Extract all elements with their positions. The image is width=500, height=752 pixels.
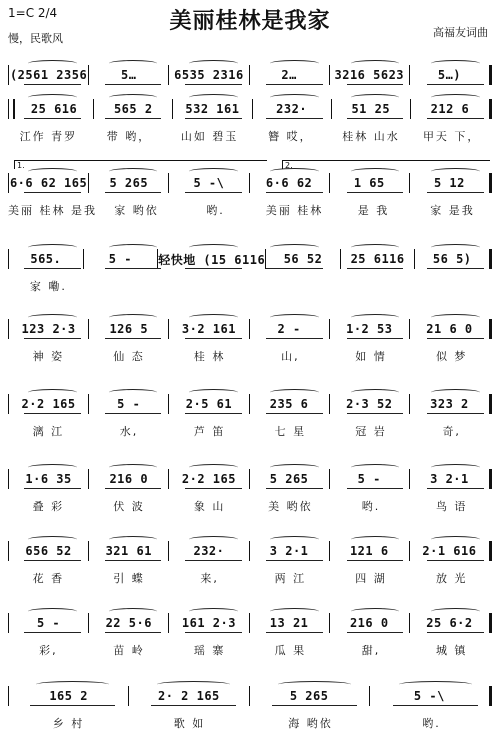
slur <box>399 681 472 688</box>
measure: 532 161 <box>185 102 240 116</box>
barline <box>489 394 492 414</box>
slur <box>278 681 351 688</box>
lyrics-row <box>8 128 492 144</box>
slur <box>189 608 237 615</box>
slur <box>431 608 479 615</box>
beam-underline <box>427 268 483 269</box>
beam-underline <box>24 488 80 489</box>
measure: 2·2 165 <box>21 397 76 411</box>
beam-underline <box>24 84 80 85</box>
lyric: 山, <box>281 350 300 363</box>
measure: 56 5) <box>432 252 472 266</box>
slur <box>351 608 399 615</box>
lyrics-row <box>8 202 492 218</box>
page-title: 美丽桂林是我家 <box>169 9 331 34</box>
lyric: 江作 青罗 <box>19 130 78 143</box>
beam-underline <box>24 632 80 633</box>
lyric: 如 情 <box>355 350 387 363</box>
lyrics-row <box>8 570 492 586</box>
beam-underline <box>185 268 241 269</box>
beam-underline <box>266 632 322 633</box>
score-system <box>0 248 500 308</box>
beam-underline <box>347 192 403 193</box>
slur <box>351 536 399 543</box>
slur <box>109 389 157 396</box>
lyric: 家 嘞. <box>29 280 67 293</box>
lyric: 水, <box>119 425 139 438</box>
slur <box>270 168 318 175</box>
lyric: 簪 哎， <box>268 130 313 143</box>
slur <box>270 94 318 101</box>
measure: 2·2 165 <box>181 472 236 486</box>
measure: 2·1 616 <box>422 544 477 558</box>
slur <box>28 314 76 321</box>
slur <box>431 244 479 251</box>
beam-underline <box>347 488 403 489</box>
lyric: 桂 林 <box>193 350 226 363</box>
lyric: 家 哟依 <box>114 204 159 217</box>
measure: 3 2·1 <box>269 544 309 558</box>
measure: 22 5·6 <box>105 616 152 630</box>
beam-underline <box>393 705 478 706</box>
measure: 5 - <box>357 472 381 486</box>
lyric: 苗 岭 <box>113 644 145 657</box>
slur <box>351 389 399 396</box>
composer-credit: 高福友词曲 <box>433 26 488 39</box>
notation-row <box>8 540 492 562</box>
beam-underline <box>185 413 241 414</box>
beam-underline <box>185 192 241 193</box>
beam-underline <box>105 84 161 85</box>
barline <box>489 469 492 489</box>
slur <box>431 389 479 396</box>
lyric: 七 星 <box>274 425 307 438</box>
beam-underline <box>266 560 322 561</box>
lyric: 带 哟， <box>106 130 152 143</box>
measure: 5 265 <box>109 176 149 190</box>
score-system <box>0 318 500 378</box>
measure: 轻快地 (15 6116 <box>158 252 266 267</box>
beam-underline <box>427 192 483 193</box>
slur <box>431 536 479 543</box>
measure: 232· <box>193 544 225 558</box>
lyric: 来, <box>200 572 219 585</box>
notation-row <box>8 248 492 270</box>
beam-underline <box>427 338 483 339</box>
slur <box>431 94 479 101</box>
beam-underline <box>105 632 161 633</box>
lyric: 桂林 山水 <box>342 130 400 143</box>
lyric: 瑶 寨 <box>193 644 226 657</box>
beam-underline <box>185 488 241 489</box>
slur <box>351 244 399 251</box>
beam-underline <box>427 118 483 119</box>
measure: 235 6 <box>269 397 309 411</box>
measure: 13 21 <box>269 616 309 630</box>
slur <box>431 314 479 321</box>
barline <box>8 99 15 119</box>
notation-row <box>8 393 492 415</box>
lyric: 海 哟依 <box>288 717 333 730</box>
notation-row <box>8 64 492 86</box>
measure: 25 6·2 <box>426 616 473 630</box>
slur <box>28 464 76 471</box>
notation-row <box>8 612 492 634</box>
measure: 56 52 <box>283 252 323 266</box>
measure: 321 61 <box>105 544 152 558</box>
lyric: 四 湖 <box>355 572 387 585</box>
beam-underline <box>427 84 483 85</box>
beam-underline <box>347 338 403 339</box>
lyric: 芦 笛 <box>193 425 226 438</box>
lyric: 瓜 果 <box>274 644 307 657</box>
beam-underline <box>24 268 80 269</box>
lyric: 漓 江 <box>32 425 65 438</box>
measure: 5 12 <box>433 176 465 190</box>
beam-underline <box>151 705 236 706</box>
measure: 3 2·1 <box>430 472 469 486</box>
beam-underline <box>347 84 403 85</box>
lyric: 伏 波 <box>113 500 145 513</box>
slur <box>109 60 157 67</box>
slur <box>109 464 157 471</box>
lyric: 甜, <box>361 644 381 657</box>
score-system <box>0 540 500 600</box>
lyric: 歌 如 <box>173 717 206 730</box>
measure: 232· <box>276 102 308 116</box>
measure: 5… <box>121 68 137 82</box>
lyric: 叠 彩 <box>32 500 65 513</box>
measure: 51 25 <box>351 102 391 116</box>
measure: 5 - <box>108 252 132 266</box>
beam-underline <box>266 118 322 119</box>
slur <box>270 60 318 67</box>
measure: 1 65 <box>353 176 385 190</box>
barline <box>489 686 492 706</box>
slur <box>189 168 237 175</box>
measure: (2561 2356 <box>9 68 88 82</box>
beam-underline <box>266 268 322 269</box>
slur <box>351 168 399 175</box>
lyric: 城 镇 <box>435 644 468 657</box>
slur <box>270 314 318 321</box>
lyrics-row <box>8 278 492 294</box>
barline <box>489 319 492 339</box>
measure: 3·2 161 <box>181 322 236 336</box>
notation-row <box>8 468 492 490</box>
beam-underline <box>427 560 483 561</box>
lyric: 是 我 <box>357 204 390 217</box>
score-system <box>0 98 500 158</box>
slur <box>431 168 479 175</box>
beam-underline <box>105 488 161 489</box>
beam-underline <box>427 488 483 489</box>
score-system <box>0 612 500 672</box>
measure: 565. <box>30 252 62 266</box>
measure: 5 -\ <box>193 176 225 190</box>
lyric: 家 是我 <box>430 204 475 217</box>
lyric: 山如 碧玉 <box>180 130 239 143</box>
beam-underline <box>105 338 161 339</box>
measure: 126 5 <box>109 322 149 336</box>
measure: 5…) <box>437 68 462 82</box>
measure: 5 -\ <box>413 689 445 703</box>
measure: 123 2·3 <box>21 322 76 336</box>
measure: 2 - <box>277 322 301 336</box>
slur <box>109 536 157 543</box>
slur <box>28 536 76 543</box>
beam-underline <box>185 118 241 119</box>
beam-underline <box>185 84 241 85</box>
lyrics-row <box>8 348 492 364</box>
beam-underline <box>24 560 80 561</box>
lyric: 冠 岩 <box>355 425 387 438</box>
beam-underline <box>347 632 403 633</box>
score-system <box>0 685 500 745</box>
beam-underline <box>105 118 161 119</box>
beam-underline <box>24 413 80 414</box>
beam-underline <box>185 338 241 339</box>
slur <box>109 94 157 101</box>
measure: 121 6 <box>349 544 389 558</box>
measure: 5 265 <box>289 689 329 703</box>
slur <box>28 94 76 101</box>
slur <box>28 60 76 67</box>
measure: 216 0 <box>109 472 149 486</box>
lyric: 鸟 语 <box>435 500 468 513</box>
beam-underline <box>24 338 80 339</box>
slur <box>36 681 109 688</box>
beam-underline <box>272 705 357 706</box>
measure: 565 2 <box>113 102 153 116</box>
beam-underline <box>24 118 80 119</box>
lyric: 两 江 <box>274 572 307 585</box>
score-system <box>0 393 500 453</box>
measure: 323 2 <box>430 397 469 411</box>
slur <box>351 60 399 67</box>
measure: 212 6 <box>430 102 470 116</box>
measure: 2·5 61 <box>185 397 233 411</box>
lyric: 仙 态 <box>113 350 145 363</box>
measure: 6535 2316 <box>174 68 244 82</box>
lyric: 哟. <box>422 717 441 730</box>
barline <box>489 99 492 119</box>
volta-1: 1. <box>14 160 267 169</box>
beam-underline <box>427 413 483 414</box>
slur <box>270 244 318 251</box>
measure: 1·2 53 <box>346 322 393 336</box>
slur <box>270 536 318 543</box>
lyrics-row <box>8 642 492 658</box>
barline <box>489 173 492 193</box>
slur <box>189 314 237 321</box>
beam-underline <box>105 413 161 414</box>
measure: 5 - <box>36 616 61 630</box>
slur <box>28 389 76 396</box>
beam-underline <box>105 268 161 269</box>
measure: 2· 2 165 <box>157 689 220 703</box>
lyric: 哟. <box>361 500 381 513</box>
beam-underline <box>266 413 322 414</box>
measure: 6·6 62 165 <box>9 176 88 190</box>
beam-underline <box>266 488 322 489</box>
slur <box>189 536 237 543</box>
beam-underline <box>347 560 403 561</box>
beam-underline <box>105 192 161 193</box>
beam-underline <box>185 560 241 561</box>
lyric: 放 光 <box>435 572 468 585</box>
slur <box>351 94 399 101</box>
key-signature: 1=C 2/4 <box>8 6 58 20</box>
lyric: 乡 村 <box>52 717 85 730</box>
measure: 216 0 <box>349 616 389 630</box>
score-system <box>0 468 500 528</box>
notation-row <box>8 685 492 707</box>
slur <box>28 168 76 175</box>
slur <box>351 464 399 471</box>
lyric: 花 香 <box>32 572 65 585</box>
tempo-marking: 慢，民歌风 <box>8 32 63 45</box>
slur <box>28 608 76 615</box>
measure: 161 2·3 <box>181 616 236 630</box>
slur <box>189 389 237 396</box>
beam-underline <box>185 632 241 633</box>
lyrics-row <box>8 715 492 731</box>
lyric: 彩, <box>39 644 58 657</box>
barline <box>489 613 492 633</box>
slur <box>189 94 237 101</box>
slur <box>28 244 76 251</box>
slur <box>109 314 157 321</box>
slur <box>189 60 237 67</box>
beam-underline <box>30 705 115 706</box>
lyric: 哟. <box>206 204 225 217</box>
measure: 1·6 35 <box>25 472 72 486</box>
lyric: 似 梦 <box>435 350 468 363</box>
lyric: 象 山 <box>193 500 226 513</box>
beam-underline <box>347 118 403 119</box>
lyric: 甲天 下， <box>422 130 481 143</box>
slur <box>109 244 157 251</box>
slur <box>270 389 318 396</box>
measure: 165 2 <box>49 689 88 703</box>
measure: 3216 5623 <box>334 68 405 82</box>
slur <box>157 681 230 688</box>
lyrics-row <box>8 498 492 514</box>
slur <box>189 464 237 471</box>
slur <box>270 464 318 471</box>
beam-underline <box>24 192 80 193</box>
notation-row <box>8 318 492 340</box>
measure: 6·6 62 <box>265 176 313 190</box>
lyric: 美 哟依 <box>268 500 313 513</box>
measure: 21 6 0 <box>426 322 473 336</box>
lyric: 美丽 桂林 是我 <box>8 204 97 217</box>
lyric: 引 蝶 <box>113 572 145 585</box>
measure: 2… <box>281 68 297 82</box>
beam-underline <box>427 632 483 633</box>
barline <box>489 65 492 85</box>
score-system <box>0 161 500 232</box>
slur <box>109 608 157 615</box>
measure: 25 616 <box>30 102 78 116</box>
barline <box>489 249 492 269</box>
barline <box>489 541 492 561</box>
lyric: 美丽 桂林 <box>265 204 324 217</box>
volta-2: 2. <box>282 160 490 169</box>
lyrics-row <box>8 423 492 439</box>
measure: 656 52 <box>25 544 72 558</box>
notation-row <box>8 98 492 120</box>
slur <box>109 168 157 175</box>
slur <box>270 608 318 615</box>
lyric: 奇, <box>442 425 461 438</box>
beam-underline <box>266 84 322 85</box>
measure: 5 265 <box>269 472 309 486</box>
measure: 5 - <box>117 397 141 411</box>
beam-underline <box>266 192 322 193</box>
measure: 25 6116 <box>350 252 405 266</box>
measure: 2·3 52 <box>346 397 393 411</box>
slur <box>431 60 479 67</box>
slur <box>351 314 399 321</box>
lyric: 神 姿 <box>32 350 65 363</box>
slur <box>189 244 237 251</box>
beam-underline <box>266 338 322 339</box>
notation-row <box>8 172 492 194</box>
beam-underline <box>347 413 403 414</box>
slur <box>431 464 479 471</box>
beam-underline <box>105 560 161 561</box>
beam-underline <box>347 268 403 269</box>
